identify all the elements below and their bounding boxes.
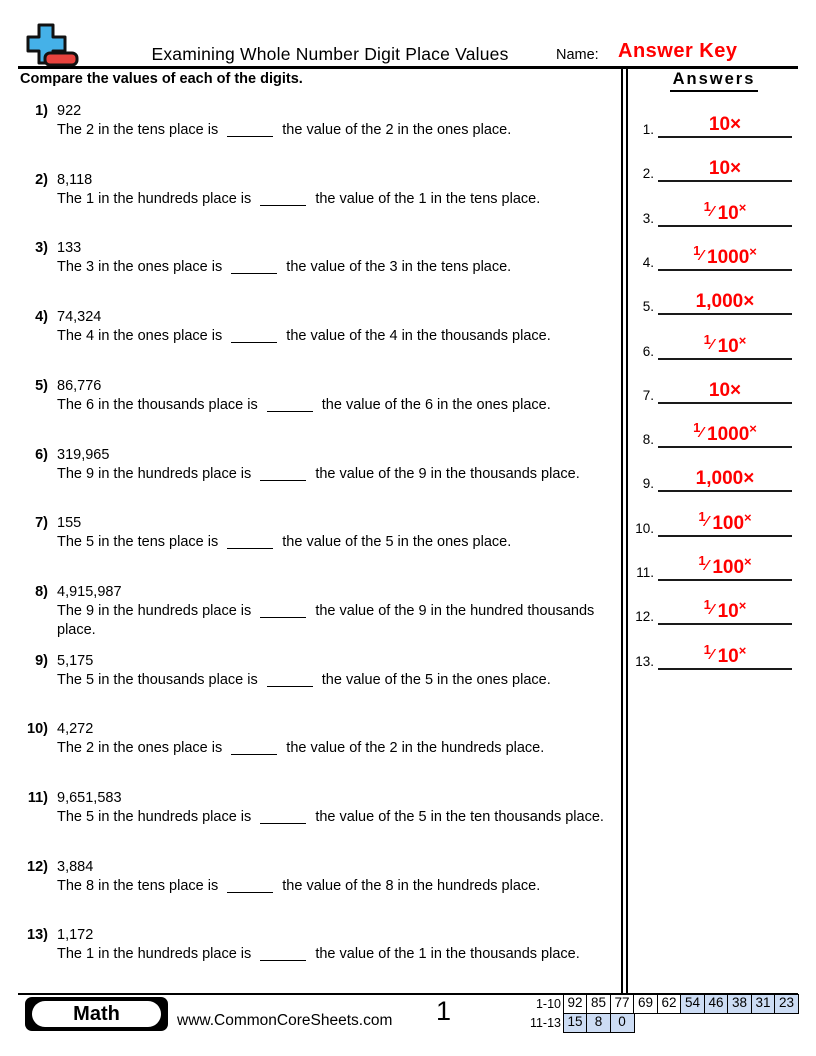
page-number: 1 — [436, 996, 452, 1026]
answer-number: 11. — [636, 565, 654, 580]
answer-blank — [227, 881, 273, 893]
answer-number: 6. — [642, 343, 654, 359]
grading-score-table — [520, 994, 799, 1033]
question-item — [20, 652, 620, 690]
website-url: www.CommonCoreSheets.com — [177, 1012, 393, 1029]
answer-key-text: Answer Key — [618, 40, 738, 62]
answer-value: 10× — [708, 114, 742, 135]
answer-line — [658, 269, 792, 271]
question-number: 4) — [35, 309, 48, 326]
answer-number: 5. — [642, 299, 654, 315]
plus-minus-logo — [24, 12, 80, 66]
question-value: 133 — [57, 240, 82, 257]
answer-value: $^1$⁄ 1000× — [693, 420, 757, 446]
question-text: The 5 in the tens place is the value of the 5 in the ones place. — [57, 534, 512, 551]
score-cell: 0 — [610, 1013, 635, 1033]
answer-line — [658, 358, 792, 360]
question-value: 4,272 — [57, 721, 94, 738]
minus-icon — [45, 53, 77, 65]
answer-value: $^1$⁄ 1000× — [693, 242, 757, 268]
column-divider — [621, 69, 628, 995]
answer-row — [632, 102, 796, 138]
score-cell: 54 — [680, 994, 705, 1014]
question-item — [20, 102, 620, 140]
answer-value: $^1$⁄ 10× — [703, 331, 747, 357]
score-cell: 77 — [610, 994, 635, 1014]
answer-number: 4. — [642, 254, 654, 270]
score-cell: 23 — [774, 994, 799, 1014]
question-item — [20, 583, 620, 640]
answer-line — [658, 490, 792, 492]
answer-blank — [260, 469, 306, 481]
answer-row — [632, 146, 796, 182]
answer-row — [632, 279, 796, 315]
page-title: Examining Whole Number Digit Place Values — [151, 44, 509, 64]
score-cell: 85 — [586, 994, 611, 1014]
answer-blank — [260, 949, 306, 961]
question-number: 3) — [35, 240, 48, 257]
question-number: 9) — [35, 652, 48, 669]
score-cell: 69 — [633, 994, 658, 1014]
math-brand-label: Math — [32, 1001, 161, 1027]
answer-blank — [260, 194, 306, 206]
question-number: 13) — [27, 927, 48, 944]
question-number: 1) — [35, 103, 48, 119]
answer-number: 3. — [642, 210, 654, 226]
answer-blank — [231, 262, 277, 274]
answer-blank — [260, 606, 306, 618]
question-number: 8) — [35, 583, 48, 600]
question-number: 5) — [35, 377, 48, 394]
question-value: 3,884 — [57, 858, 94, 875]
question-number: 6) — [35, 446, 48, 463]
score-row-label: 1-10 — [535, 997, 561, 1011]
answers-heading: Answers — [632, 70, 796, 92]
question-value: 74,324 — [57, 309, 102, 326]
answer-value: $^1$⁄ 10× — [703, 641, 747, 667]
question-item — [20, 446, 620, 484]
answer-blank — [227, 537, 273, 549]
answer-value: $^1$⁄ 10× — [703, 597, 747, 623]
question-text: The 4 in the ones place is the value of the 4 in the thousands place. — [57, 328, 551, 345]
question-text: The 8 in the tens place is the value of the 8 in the hundreds place. — [57, 877, 541, 894]
answer-blank — [267, 400, 313, 412]
answer-blank — [267, 675, 313, 687]
score-cell: 38 — [727, 994, 752, 1014]
answer-row — [632, 412, 796, 448]
answer-line — [658, 446, 792, 448]
answer-blank — [231, 743, 277, 755]
answer-value: $^1$⁄ 10× — [703, 198, 747, 224]
answer-line — [658, 535, 792, 537]
answer-number: 12. — [635, 609, 654, 625]
answer-row — [632, 368, 796, 404]
answer-value: 1,000× — [695, 468, 755, 490]
question-value: 922 — [57, 103, 82, 119]
question-number: 7) — [35, 515, 48, 532]
answer-number: 9. — [642, 476, 654, 492]
answer-value: 10× — [708, 158, 742, 180]
question-value: 319,965 — [57, 446, 110, 463]
answer-row — [632, 501, 796, 537]
answer-line — [658, 402, 792, 404]
score-cell: 46 — [704, 994, 729, 1014]
answer-line — [658, 668, 792, 670]
question-text: The 2 in the ones place is the value of the 2 in the hundreds place. — [57, 740, 545, 757]
answer-row — [632, 589, 796, 625]
question-value: 1,172 — [57, 927, 94, 944]
question-text: The 5 in the hundreds place is the value of the 5 in the ten thousands place. — [57, 809, 604, 825]
answer-row — [632, 324, 796, 360]
question-item — [20, 308, 620, 346]
question-item — [20, 789, 620, 827]
question-item — [20, 720, 620, 758]
question-number: 12) — [27, 858, 48, 875]
score-row — [520, 994, 799, 1014]
question-item — [20, 926, 620, 964]
question-text: The 1 in the hundreds place is the value of the 1 in the tens place. — [57, 190, 541, 207]
answer-row — [632, 191, 796, 227]
score-row-label: 11-13 — [529, 1015, 561, 1030]
question-item — [20, 377, 620, 415]
header-rule — [18, 66, 798, 69]
answer-value: 10× — [708, 379, 742, 401]
name-label: Name: — [556, 47, 599, 63]
score-cell: 62 — [657, 994, 682, 1014]
answer-number: 13. — [635, 653, 654, 669]
answer-row — [632, 235, 796, 271]
answer-blank — [260, 812, 306, 824]
answer-number: 7. — [642, 387, 654, 403]
answer-line — [658, 623, 792, 625]
score-row — [520, 1013, 799, 1033]
question-text: The 3 in the ones place is the value of the 3 in the tens place. — [57, 259, 512, 276]
answer-number: 10. — [635, 520, 654, 536]
answer-row — [632, 456, 796, 492]
question-text: The 9 in the hundreds place is the value of the 9 in the thousands place. — [57, 465, 580, 482]
question-value: 9,651,583 — [57, 790, 122, 806]
answer-line — [658, 225, 792, 227]
answer-value: $^1$⁄ 100× — [698, 553, 752, 578]
question-item — [20, 239, 620, 277]
math-brand-logo — [25, 997, 168, 1031]
answer-blank — [227, 125, 273, 137]
question-value: 155 — [57, 515, 82, 532]
answer-number: 1. — [642, 122, 654, 137]
instructions-text: Compare the values of each of the digits. — [20, 71, 303, 87]
question-text: The 5 in the thousands place is the value of the 5 in the ones place. — [57, 671, 551, 688]
answer-line — [658, 579, 792, 581]
question-value: 4,915,987 — [57, 583, 122, 600]
answer-value: 1,000× — [695, 291, 755, 313]
question-value: 86,776 — [57, 377, 102, 394]
answer-line — [658, 313, 792, 315]
score-cell: 8 — [586, 1013, 611, 1033]
score-cell: 92 — [563, 994, 588, 1014]
question-text: The 9 in the hundreds place is the value of the 9 in the hundred thousands place. — [57, 602, 595, 638]
question-item — [20, 858, 620, 896]
question-text: The 6 in the thousands place is the value of the 6 in the ones place. — [57, 396, 551, 413]
answer-number: 2. — [642, 166, 654, 182]
answer-line — [658, 136, 792, 138]
question-value: 8,118 — [57, 171, 93, 188]
answer-value: $^1$⁄ 100× — [698, 508, 752, 534]
question-number: 11) — [27, 790, 48, 806]
answer-line — [658, 180, 792, 182]
question-item — [20, 171, 620, 209]
question-text: The 1 in the hundreds place is the value of the 1 in the thousands place. — [57, 946, 580, 963]
question-number: 10) — [27, 721, 48, 738]
score-cell: 31 — [751, 994, 776, 1014]
question-value: 5,175 — [57, 652, 94, 669]
question-number: 2) — [35, 171, 48, 188]
question-text: The 2 in the tens place is the value of the 2 in the ones place. — [57, 122, 512, 138]
score-cell: 15 — [563, 1013, 588, 1033]
question-item — [20, 514, 620, 552]
answer-blank — [231, 331, 277, 343]
answer-number: 8. — [642, 432, 654, 448]
answer-row — [632, 634, 796, 670]
answer-row — [632, 545, 796, 581]
